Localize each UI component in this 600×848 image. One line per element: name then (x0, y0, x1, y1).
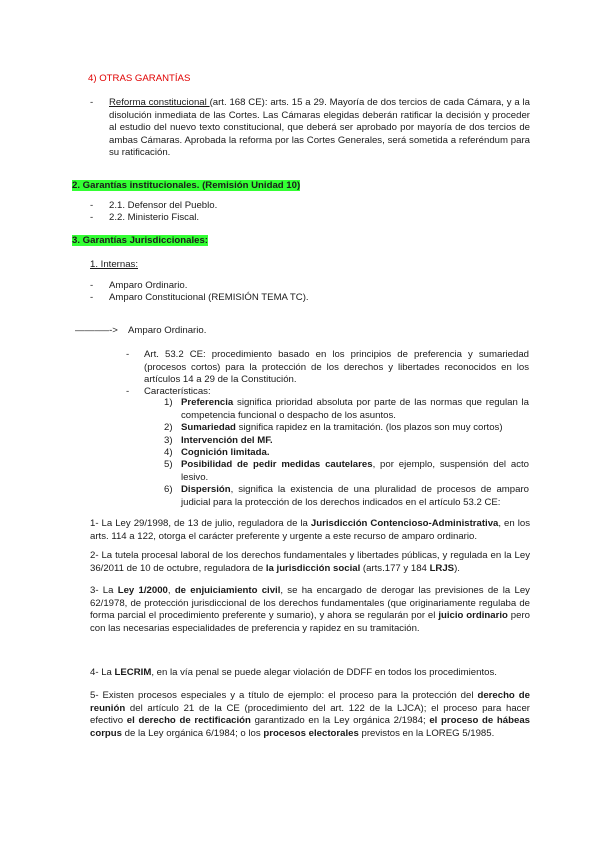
list-item-cognicion: Cognición limitada. (181, 447, 270, 458)
list-number: 3) (164, 435, 173, 446)
defensor-item: 2.1. Defensor del Pueblo. (109, 200, 218, 211)
list-item-preferencia: Preferencia significa prioridad absoluta por parte de las normas que regulan la competencia funcional o despacho de los asuntos. (181, 397, 529, 421)
section-3-heading: 3. Garantías Jurisdiccionales: (72, 235, 208, 246)
bullet-dash: - (90, 97, 94, 108)
bullet-dash: - (90, 292, 94, 303)
list-number: 1) (164, 397, 173, 408)
amparo-ordinario-item: Amparo Ordinario. (109, 280, 188, 291)
caracteristicas-label: Características: (144, 386, 211, 397)
bullet-dash: - (90, 200, 94, 211)
list-number: 4) (164, 447, 173, 458)
list-item-sumariedad: Sumariedad significa rapidez en la tramitación. (los plazos son muy cortos) (181, 422, 503, 433)
section-2-heading: 2. Garantías institucionales. (Remisión Unidad 10) (72, 180, 301, 191)
internas-subheading: 1. Internas: (90, 259, 138, 270)
paragraph-5: 5- Existen procesos especiales y a título de ejemplo: el proceso para la protección del derecho de reunión del artículo 21 de la CE (procedimiento del art. 122 de la LJCA); el proceso para hacer efectivo el derecho de rectificación garantizado en la Ley orgánica 2/1984; el proceso de hábeas corpus de la Ley orgánica 6/1984; o los procesos electorales previstos en la LOREG 5/1985. (90, 690, 530, 739)
list-number: 2) (164, 422, 173, 433)
list-number: 6) (164, 484, 173, 495)
list-item-medidas-cautelares: Posibilidad de pedir medidas cautelares, por ejemplo, suspensión del acto lesivo. (181, 459, 529, 483)
amparo-ordinario-title: Amparo Ordinario. (128, 325, 207, 336)
list-item-dispersion: Dispersión, significa la existencia de una pluralidad de procesos de amparo judicial para la protección de los derechos indicados en el artículo 53.2 CE: (181, 484, 529, 508)
list-item-intervencion: Intervención del MF. (181, 435, 273, 446)
reforma-constitucional-label: Reforma constitucional (109, 97, 210, 108)
bullet-dash: - (126, 349, 130, 360)
paragraph-4: 4- La LECRIM, en la vía penal se puede alegar violación de DDFF en todos los procedimientos. (90, 667, 497, 678)
section-4-heading: 4) OTRAS GARANTÍAS (88, 73, 191, 84)
arrow-line: ——–—-> (75, 325, 118, 336)
art-53-2-text: Art. 53.2 CE: procedimiento basado en los principios de preferencia y sumariedad (procesos cortos) para la protección de los derechos y libertades reconocidos en los artículos 14 a 29 de la Constitución. (144, 349, 529, 386)
bullet-dash: - (126, 386, 130, 397)
bullet-dash: - (90, 212, 94, 223)
bullet-dash: - (90, 280, 94, 291)
paragraph-2: 2- La tutela procesal laboral de los derechos fundamentales y libertades públicas, y regulada en la Ley 36/2011 de 10 de octubre, reguladora de la jurisdicción social (arts.177 y 184 LRJS). (90, 550, 530, 574)
paragraph-3: 3- La Ley 1/2000, de enjuiciamiento civil, se ha encargado de derogar las previsiones de la Ley 62/1978, de protección jurisdiccional de los derechos fundamentales (que originariamente regulaba de forma parcial el procedimiento preferente y sumario), y ahora se regularán por el juicio ordinario pero con las necesarias especialidades de preferencia y rapidez en su tramitación. (90, 585, 530, 634)
list-number: 5) (164, 459, 173, 470)
ministerio-fiscal-item: 2.2. Ministerio Fiscal. (109, 212, 200, 223)
amparo-constitucional-item: Amparo Constitucional (REMISIÓN TEMA TC). (109, 292, 309, 303)
reforma-constitucional-text: (art. 168 CE): arts. 15 a 29. Mayoría de dos tercios de cada Cámara, y a la disolución inmediata de las Cortes. Las Cámaras elegidas deberán ratificar la decisión y proceder al estudio del nuevo texto constitucional, que deberá ser aprobado por mayoría de dos tercios de ambas Cámaras. Aprobada la reforma por las Cortes Generales, será sometida a referéndum para su ratificación. (109, 97, 531, 159)
reforma-constitucional-item (109, 97, 530, 160)
paragraph-1: 1- La Ley 29/1998, de 13 de julio, reguladora de la Jurisdicción Contencioso-Administrativa, en los arts. 114 a 122, otorga el carácter preferente y urgente a este recurso de amparo ordinario. (90, 518, 530, 542)
